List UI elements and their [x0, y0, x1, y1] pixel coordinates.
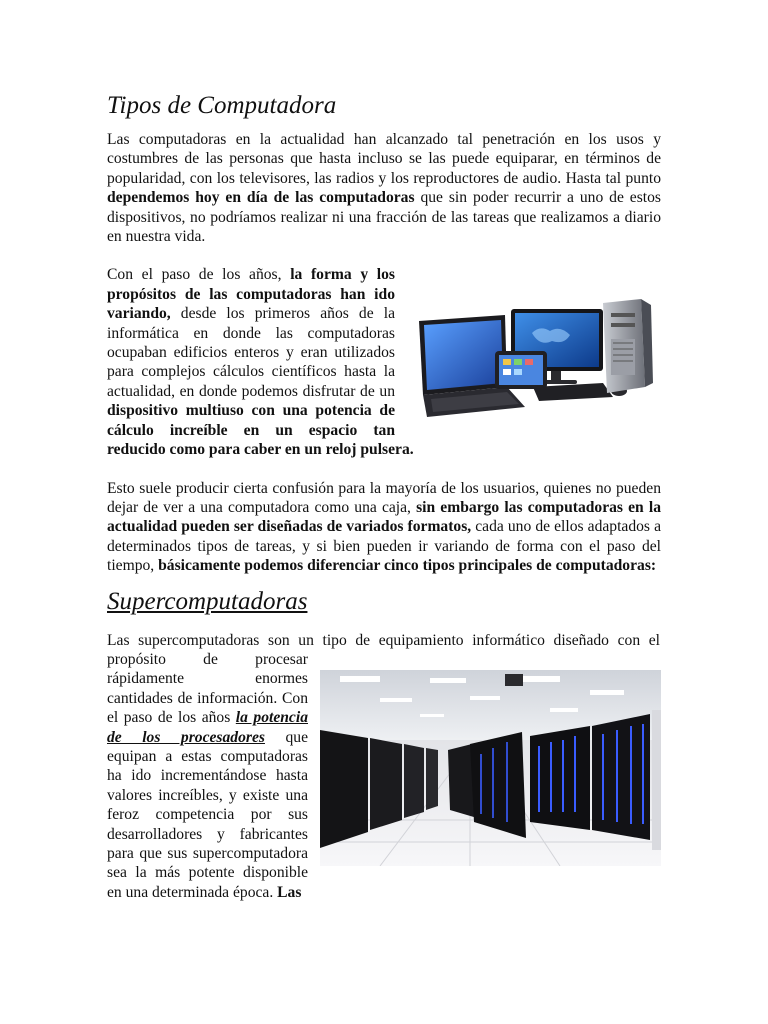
exit-sign	[505, 674, 523, 686]
supercomputer-illustration	[320, 670, 661, 866]
evolution-text-2: desde los primeros años de la informática en donde las computadoras ocupaban edificios enteros y eran utilizados para complejos cálculos científicos hasta la actualidad, en donde podemos disfrutar de un	[107, 305, 395, 400]
tablet-icon	[495, 351, 547, 389]
intro-text-2: que sin poder recurrir a uno de estos dispositivos, no podríamos realizar ni una fracción de las tareas que realizamos a diario en nuestra vida.	[107, 189, 661, 246]
intro-text-1: Las computadoras en la actualidad han alcanzado tal penetración en los usos y costumbres de las personas que hasta incluso se las puede equiparar, en términos de popularidad, con los televisores, las radios y los reproductores de audio. Hasta tal punto	[107, 131, 661, 187]
intro-paragraph	[107, 130, 661, 246]
types-text-2: cada uno de ellos adaptados a determinados tipos de tareas, y si bien pueden ir variando de forma con el paso del tiempo,	[107, 518, 661, 575]
supercomputer-bold-1: Las	[277, 883, 302, 901]
tower-icon	[603, 299, 653, 393]
types-bold-1: sin embargo las computadoras en la actualidad pueden ser diseñadas de variados formatos,	[107, 498, 662, 536]
float-spacer	[660, 265, 661, 277]
document-body	[107, 90, 661, 902]
types-text-1: Esto suele producir cierta confusión para la mayoría de los usuarios, quienes no pueden dejar de ver a una computadora como una caja,	[107, 479, 661, 516]
computers-illustration	[407, 283, 661, 435]
types-bold-2: básicamente podemos diferenciar cinco tipos principales de computadoras:	[158, 557, 657, 575]
intro-bold-1: dependemos hoy en día de las computadoras	[107, 189, 415, 207]
supercomputer-text-1: Las supercomputadoras son un tipo de equipamiento informático diseñado con el propósito de procesar rápidamente enormes cantidades de información. Con el paso de los años	[107, 631, 660, 727]
evolution-bold-1: la forma y los propósitos de las computadoras han ido variando,	[107, 266, 395, 323]
computers-photo	[407, 283, 661, 435]
evolution-text-1: Con el paso de los años,	[107, 266, 291, 284]
supercomputer-text-2: que equipan a estas computadoras ha ido incrementándose hasta valores increíbles, y existe una feroz competencia por sus desarrolladores y fabricantes para que sus supercomputadora sea la más potente disponible en una determinada época.	[107, 728, 308, 901]
processors-link[interactable]: la potencia de los procesadores	[107, 709, 308, 746]
supercomputer-room-photo	[320, 670, 661, 866]
section-heading-supercomputadoras: Supercomputadoras	[107, 587, 308, 615]
evolution-bold-2: dispositivo multiuso con una potencia de cálculo increíble en un espacio tan reducido como para caber en un reloj pulsera.	[107, 402, 414, 459]
types-paragraph	[107, 479, 661, 576]
page-title: Tipos de Computadora	[107, 92, 337, 119]
float-spacer-2	[660, 631, 661, 669]
